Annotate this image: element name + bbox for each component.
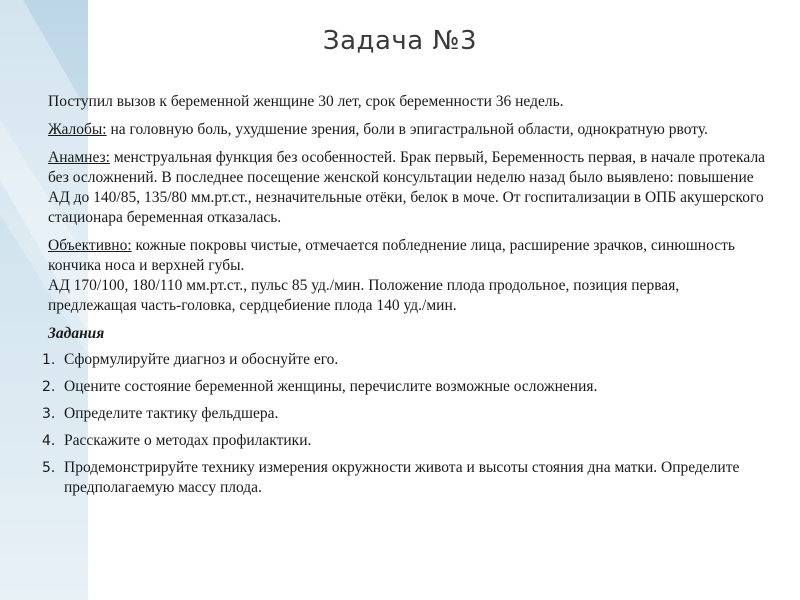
- slide-title: Задача №3: [322, 26, 478, 56]
- tasks-heading: Задания: [48, 325, 105, 342]
- slide-content: [42, 92, 768, 505]
- anamnesis-text: менструальная функция без особенностей. Брак первый, Беременность первая, в начале протекала без осложнений. В последнее посещение женской консультации неделю назад было выявлено: повышение АД до 140/85, 135/80 мм.рт.ст., незначительные отёки, белок в моче. От госпитализации в ОПБ акушерского стационара беременная отказалась.: [48, 149, 766, 226]
- anamnesis-label: Анамнез:: [48, 149, 110, 166]
- task-text: Сформулируйте диагноз и обоснуйте его.: [64, 351, 339, 368]
- objective-text: кожные покровы чистые, отмечается побледнение лица, расширение зрачков, синюшность кончика носа и верхней губы.: [48, 237, 735, 274]
- objective-paragraph: [48, 236, 768, 316]
- task-item: [42, 431, 768, 451]
- complaints-label: Жалобы:: [48, 121, 107, 138]
- task-number: 4.: [42, 433, 56, 449]
- task-item: [42, 458, 768, 498]
- task-item: [42, 350, 768, 370]
- task-item: [42, 377, 768, 397]
- anamnesis-paragraph: [48, 148, 768, 228]
- complaints-text: на головную боль, ухудшение зрения, боли в эпигастральной области, однократную рвоту.: [106, 121, 708, 138]
- task-list: [42, 350, 768, 498]
- task-number: 2.: [42, 379, 56, 395]
- objective-label: Объективно:: [48, 237, 132, 254]
- task-text: Расскажите о методах профилактики.: [64, 432, 312, 449]
- task-text: Определите тактику фельдшера.: [64, 405, 279, 422]
- task-item: [42, 404, 768, 424]
- task-number: 3.: [42, 406, 56, 422]
- case-intro: Поступил вызов к беременной женщине 30 лет, срок беременности 36 недель.: [48, 93, 564, 110]
- task-text: Продемонстрируйте технику измерения окружности живота и высоты стояния дна матки. Определите предполагаемую массу плода.: [64, 459, 740, 496]
- complaints-paragraph: [48, 120, 768, 140]
- task-number: 5.: [42, 460, 56, 476]
- task-text: Оцените состояние беременной женщины, перечислите возможные осложнения.: [64, 378, 598, 395]
- task-number: 1.: [42, 352, 56, 368]
- objective-text-vitals: АД 170/100, 180/110 мм.рт.ст., пульс 85 уд./мин. Положение плода продольное, позиция первая, предлежащая часть-головка, сердцебиение плода 140 уд./мин.: [48, 277, 680, 314]
